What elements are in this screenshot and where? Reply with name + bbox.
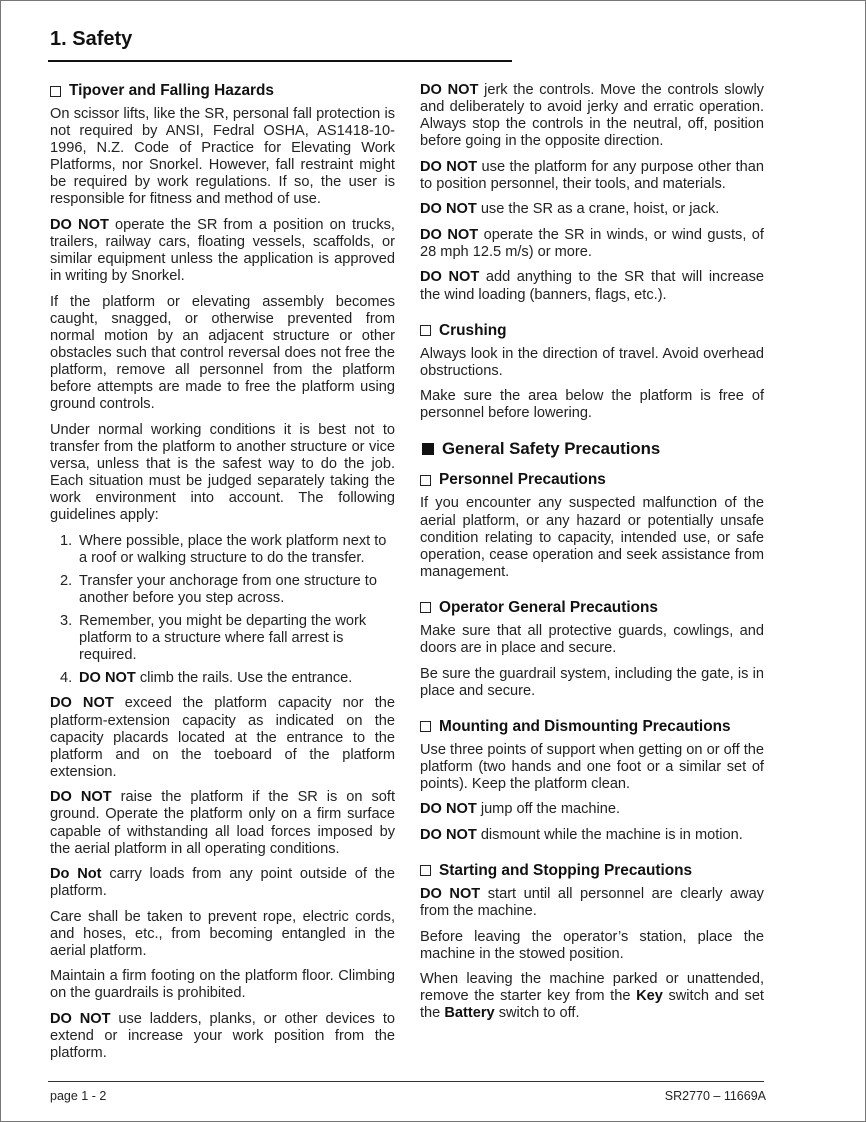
square-bullet-icon [422,443,434,455]
list-item: 2. Transfer your anchorage from one structure to another before you step across. [60,572,377,606]
paragraph: DO NOT dismount while the machine is in motion. [420,826,743,843]
paragraph: Make sure the area below the platform is free of personnel before lowering. [420,388,764,422]
paragraph: Before leaving the operator’s station, place the machine in the stowed position. [420,928,764,962]
mounting-heading: Mounting and Dismounting Precautions [420,718,764,736]
paragraph: Do Not carry loads from any point outside of the platform. [50,866,396,900]
paragraph: Under normal working conditions it is best not to transfer from the platform to another structure or vice versa, unless that is the safest way to do the job. Each situation must be judged separately taking the work environment into account. The following guidelines apply: [50,421,395,524]
personnel-heading: Personnel Precautions [420,471,764,489]
paragraph: DO NOT start until all personnel are clearly away from the machine. [420,885,764,920]
paragraph: If you encounter any suspected malfunction of the aerial platform, or any hazard or potentially unsafe condition relating to capacity, intended use, or safe operation, cease operation and seek assistance from management. [420,495,764,580]
left-column [50,82,395,1071]
tipover-heading: Tipover and Falling Hazards [50,82,395,100]
paragraph: DO NOT use ladders, planks, or other devices to extend or increase your work position from the platform. [50,1010,395,1062]
footer-rule [48,1081,764,1082]
chapter-title: 1. Safety [50,28,133,50]
paragraph: DO NOT raise the platform if the SR is on soft ground. Operate the platform only on a firm surface capable of withstanding all load forces imposed by the aerial platform in all operating conditions. [50,789,395,857]
paragraph: On scissor lifts, like the SR, personal fall protection is not required by ANSI, Fedral OSHA, AS1418-10-1996, N.Z. Code of Practice for Elevating Work Platforms, nor Snorkel. However, fall restraint might be required by work regulations. If so, the user is responsible for fitness and method of use. [50,106,395,208]
operator-heading: Operator General Precautions [420,599,764,617]
paragraph: DO NOT add anything to the SR that will increase the wind loading (banners, flags, etc.). [420,269,764,303]
checkbox-bullet-icon [420,865,431,876]
paragraph: Maintain a firm footing on the platform floor. Climbing on the guardrails is prohibited. [50,968,395,1002]
paragraph: DO NOT use the SR as a crane, hoist, or jack. [420,201,720,218]
paragraph: If the platform or elevating assembly becomes caught, snagged, or otherwise prevented from normal motion by an adjacent structure or other obstacles such that control reversal does not free the platform, remove all personnel from the platform before attempts are made to free the platform using ground controls. [50,293,395,413]
paragraph: Care shall be taken to prevent rope, electric cords, and hoses, etc., from becoming entangled in the aerial platform. [50,908,395,959]
paragraph: DO NOT operate the SR from a position on trucks, trailers, railway cars, floating vessels, scaffolds, or similar equipment unless the application is approved in writing by Snorkel. [50,216,395,285]
paragraph: Always look in the direction of travel. Avoid overhead obstructions. [420,345,764,379]
checkbox-bullet-icon [420,325,431,336]
paragraph: Make sure that all protective guards, cowlings, and doors are in place and secure. [420,622,764,657]
title-rule [48,60,512,62]
list-item: 3. Remember, you might be departing the work platform to a structure where fall arrest is required. [60,613,367,664]
page-number: page 1 - 2 [50,1089,107,1103]
paragraph: DO NOT exceed the platform capacity nor the platform-extension capacity as indicated on the capacity placards located at the entrance to the platform and on the toeboard of the platform extension. [50,695,395,780]
checkbox-bullet-icon [420,475,431,486]
general-safety-heading: General Safety Precautions [420,440,764,457]
checkbox-bullet-icon [420,721,431,732]
paragraph: DO NOT jump off the machine. [420,801,621,818]
list-item: 1. Where possible, place the work platform next to a roof or walking structure to do the transfer. [60,532,387,566]
starting-heading: Starting and Stopping Precautions [420,862,764,880]
crushing-heading: Crushing [420,322,764,340]
paragraph: When leaving the machine parked or unattended, remove the starter key from the Key switch and set the Battery switch to off. [420,971,764,1022]
paragraph: DO NOT operate the SR in winds, or wind gusts, of 28 mph 12.5 m/s) or more. [420,226,764,260]
paragraph: DO NOT jerk the controls. Move the controls slowly and deliberately to avoid jerky and erratic operation. Always stop the controls in the neutral, off, position before going in the opposite direction. [420,82,764,150]
right-column [420,82,764,1031]
checkbox-bullet-icon [420,602,431,613]
paragraph: Use three points of support when getting on or off the platform (two hands and one foot or a similar set of points). Keep the platform clean. [420,741,764,792]
paragraph: Be sure the guardrail system, including the gate, is in place and secure. [420,665,764,699]
guidelines-list [50,533,395,688]
paragraph: DO NOT use the platform for any purpose other than to position personnel, their tools, and materials. [420,158,764,192]
list-item: 4. DO NOT climb the rails. Use the entrance. [60,670,353,687]
document-number: SR2770 – 11669A [664,1089,766,1103]
checkbox-bullet-icon [50,86,61,97]
